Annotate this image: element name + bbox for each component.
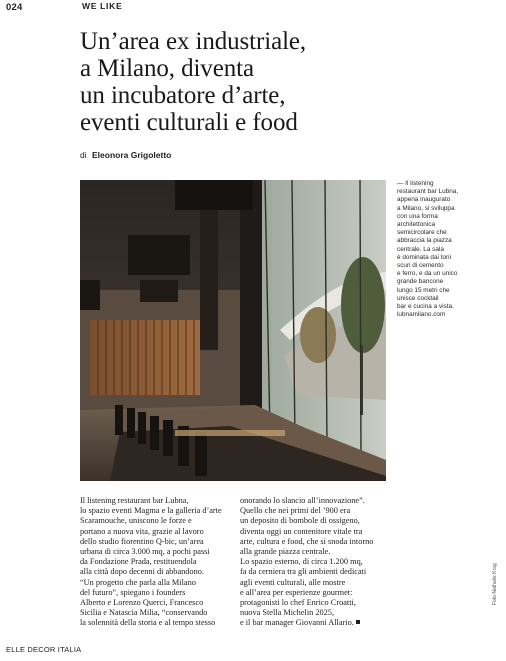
body-line: Sicilia e Natascia Milia, “conservando bbox=[80, 608, 208, 618]
caption-line: restaurant bar Lubna, bbox=[397, 188, 459, 196]
body-line-last bbox=[240, 618, 404, 628]
caption-line: a Milano, si sviluppa bbox=[397, 204, 455, 212]
byline-author: Eleonora Grigoletto bbox=[92, 150, 172, 160]
section-label: WE LIKE bbox=[82, 1, 123, 11]
body-line: urbana di circa 3.000 mq, a pochi passi bbox=[80, 547, 210, 557]
body-line: del futuro”, spiegano i founders bbox=[80, 587, 186, 597]
caption-line: appena inaugurato bbox=[397, 196, 451, 204]
caption-line: — Il listening bbox=[397, 180, 434, 187]
body-line: da Fondazione Prada, restituendola bbox=[80, 557, 197, 567]
caption-line: unisce cocktail bbox=[397, 294, 439, 302]
body-line: Lo spazio esterno, di circa 1.200 mq, bbox=[240, 557, 363, 567]
body-line: alla grande piazza centrale. bbox=[240, 547, 331, 557]
body-line: nuova Stella Michelin 2025, bbox=[240, 608, 335, 618]
body-line: diventa oggi un contenitore vitale tra bbox=[240, 526, 363, 536]
caption-line: è dominata dai toni bbox=[397, 253, 452, 261]
photo-credit: Foto Nathalie Krag bbox=[492, 563, 498, 605]
body-line: alla città dopo decenni di abbandono. bbox=[80, 567, 204, 577]
caption-website-link[interactable]: lubnamilano.com bbox=[397, 311, 446, 319]
article-photo bbox=[80, 180, 386, 481]
caption-line: con una forma bbox=[397, 212, 438, 220]
body-line: fa da cerniera tra gli ambienti dedicati bbox=[240, 567, 367, 577]
body-line: agli eventi culturali, alle mostre bbox=[240, 577, 346, 587]
restaurant-interior-illustration bbox=[80, 180, 386, 481]
body-line: lo spazio eventi Magma e la galleria d’arte bbox=[80, 506, 222, 516]
end-of-article-mark bbox=[356, 620, 360, 624]
body-line: protagonisti lo chef Enrico Croatti, bbox=[240, 598, 356, 608]
caption-line: bar e cucina a vista. bbox=[397, 303, 454, 311]
page-number: 024 bbox=[6, 1, 23, 13]
caption-line: abbraccia la piazza bbox=[397, 237, 452, 245]
headline-line: Un’area ex industriale, bbox=[80, 28, 307, 55]
caption-line: centrale. La sala bbox=[397, 245, 444, 253]
byline-prefix: di bbox=[80, 150, 87, 160]
caption-line: grande bancone bbox=[397, 278, 444, 286]
headline-line: un incubatore d’arte, bbox=[80, 82, 286, 109]
caption-line: semicircolare che bbox=[397, 229, 447, 237]
body-line: arte, cultura e food, che si snoda intorno bbox=[240, 536, 374, 546]
caption-line: lungo 15 metri che bbox=[397, 286, 450, 294]
caption-line: scuri di cemento bbox=[397, 262, 444, 270]
page-header bbox=[6, 0, 500, 14]
body-line: “Un progetto che parla alla Milano bbox=[80, 577, 196, 587]
headline-line: a Milano, diventa bbox=[80, 55, 254, 82]
body-line: e all’area per esperienze gourmet: bbox=[240, 587, 353, 597]
body-column-2 bbox=[240, 496, 404, 629]
body-line: dello studio fiorentino Q-bic, un’area bbox=[80, 536, 204, 546]
body-line: onorando lo slancio all’innovazione”. bbox=[240, 496, 365, 505]
body-line: Il listening restaurant bar Lubna, bbox=[80, 496, 189, 505]
body-column-1 bbox=[80, 496, 242, 629]
headline-line: eventi culturali e food bbox=[80, 109, 298, 136]
body-line: Scaramouche, uniscono le forze e bbox=[80, 516, 192, 526]
body-line: la solennità della storia e al tempo stesso bbox=[80, 618, 216, 628]
body-line: Alberto e Lorenzo Querci, Francesco bbox=[80, 598, 204, 608]
article-headline bbox=[80, 28, 400, 136]
caption-line: e ferro, e da un unico bbox=[397, 270, 458, 278]
photo-caption bbox=[397, 180, 493, 319]
magazine-name: ELLE DECOR ITALIA bbox=[6, 645, 82, 654]
caption-line: architettonica bbox=[397, 221, 436, 229]
body-line: portano a nuova vita, grazie al lavoro bbox=[80, 526, 204, 536]
byline bbox=[80, 150, 171, 160]
body-line: Quello che nei primi del ’900 era bbox=[240, 506, 351, 516]
body-line: un deposito di bombole di ossigeno, bbox=[240, 516, 360, 526]
body-line-text: e il bar manager Giovanni Allario. bbox=[240, 618, 354, 628]
